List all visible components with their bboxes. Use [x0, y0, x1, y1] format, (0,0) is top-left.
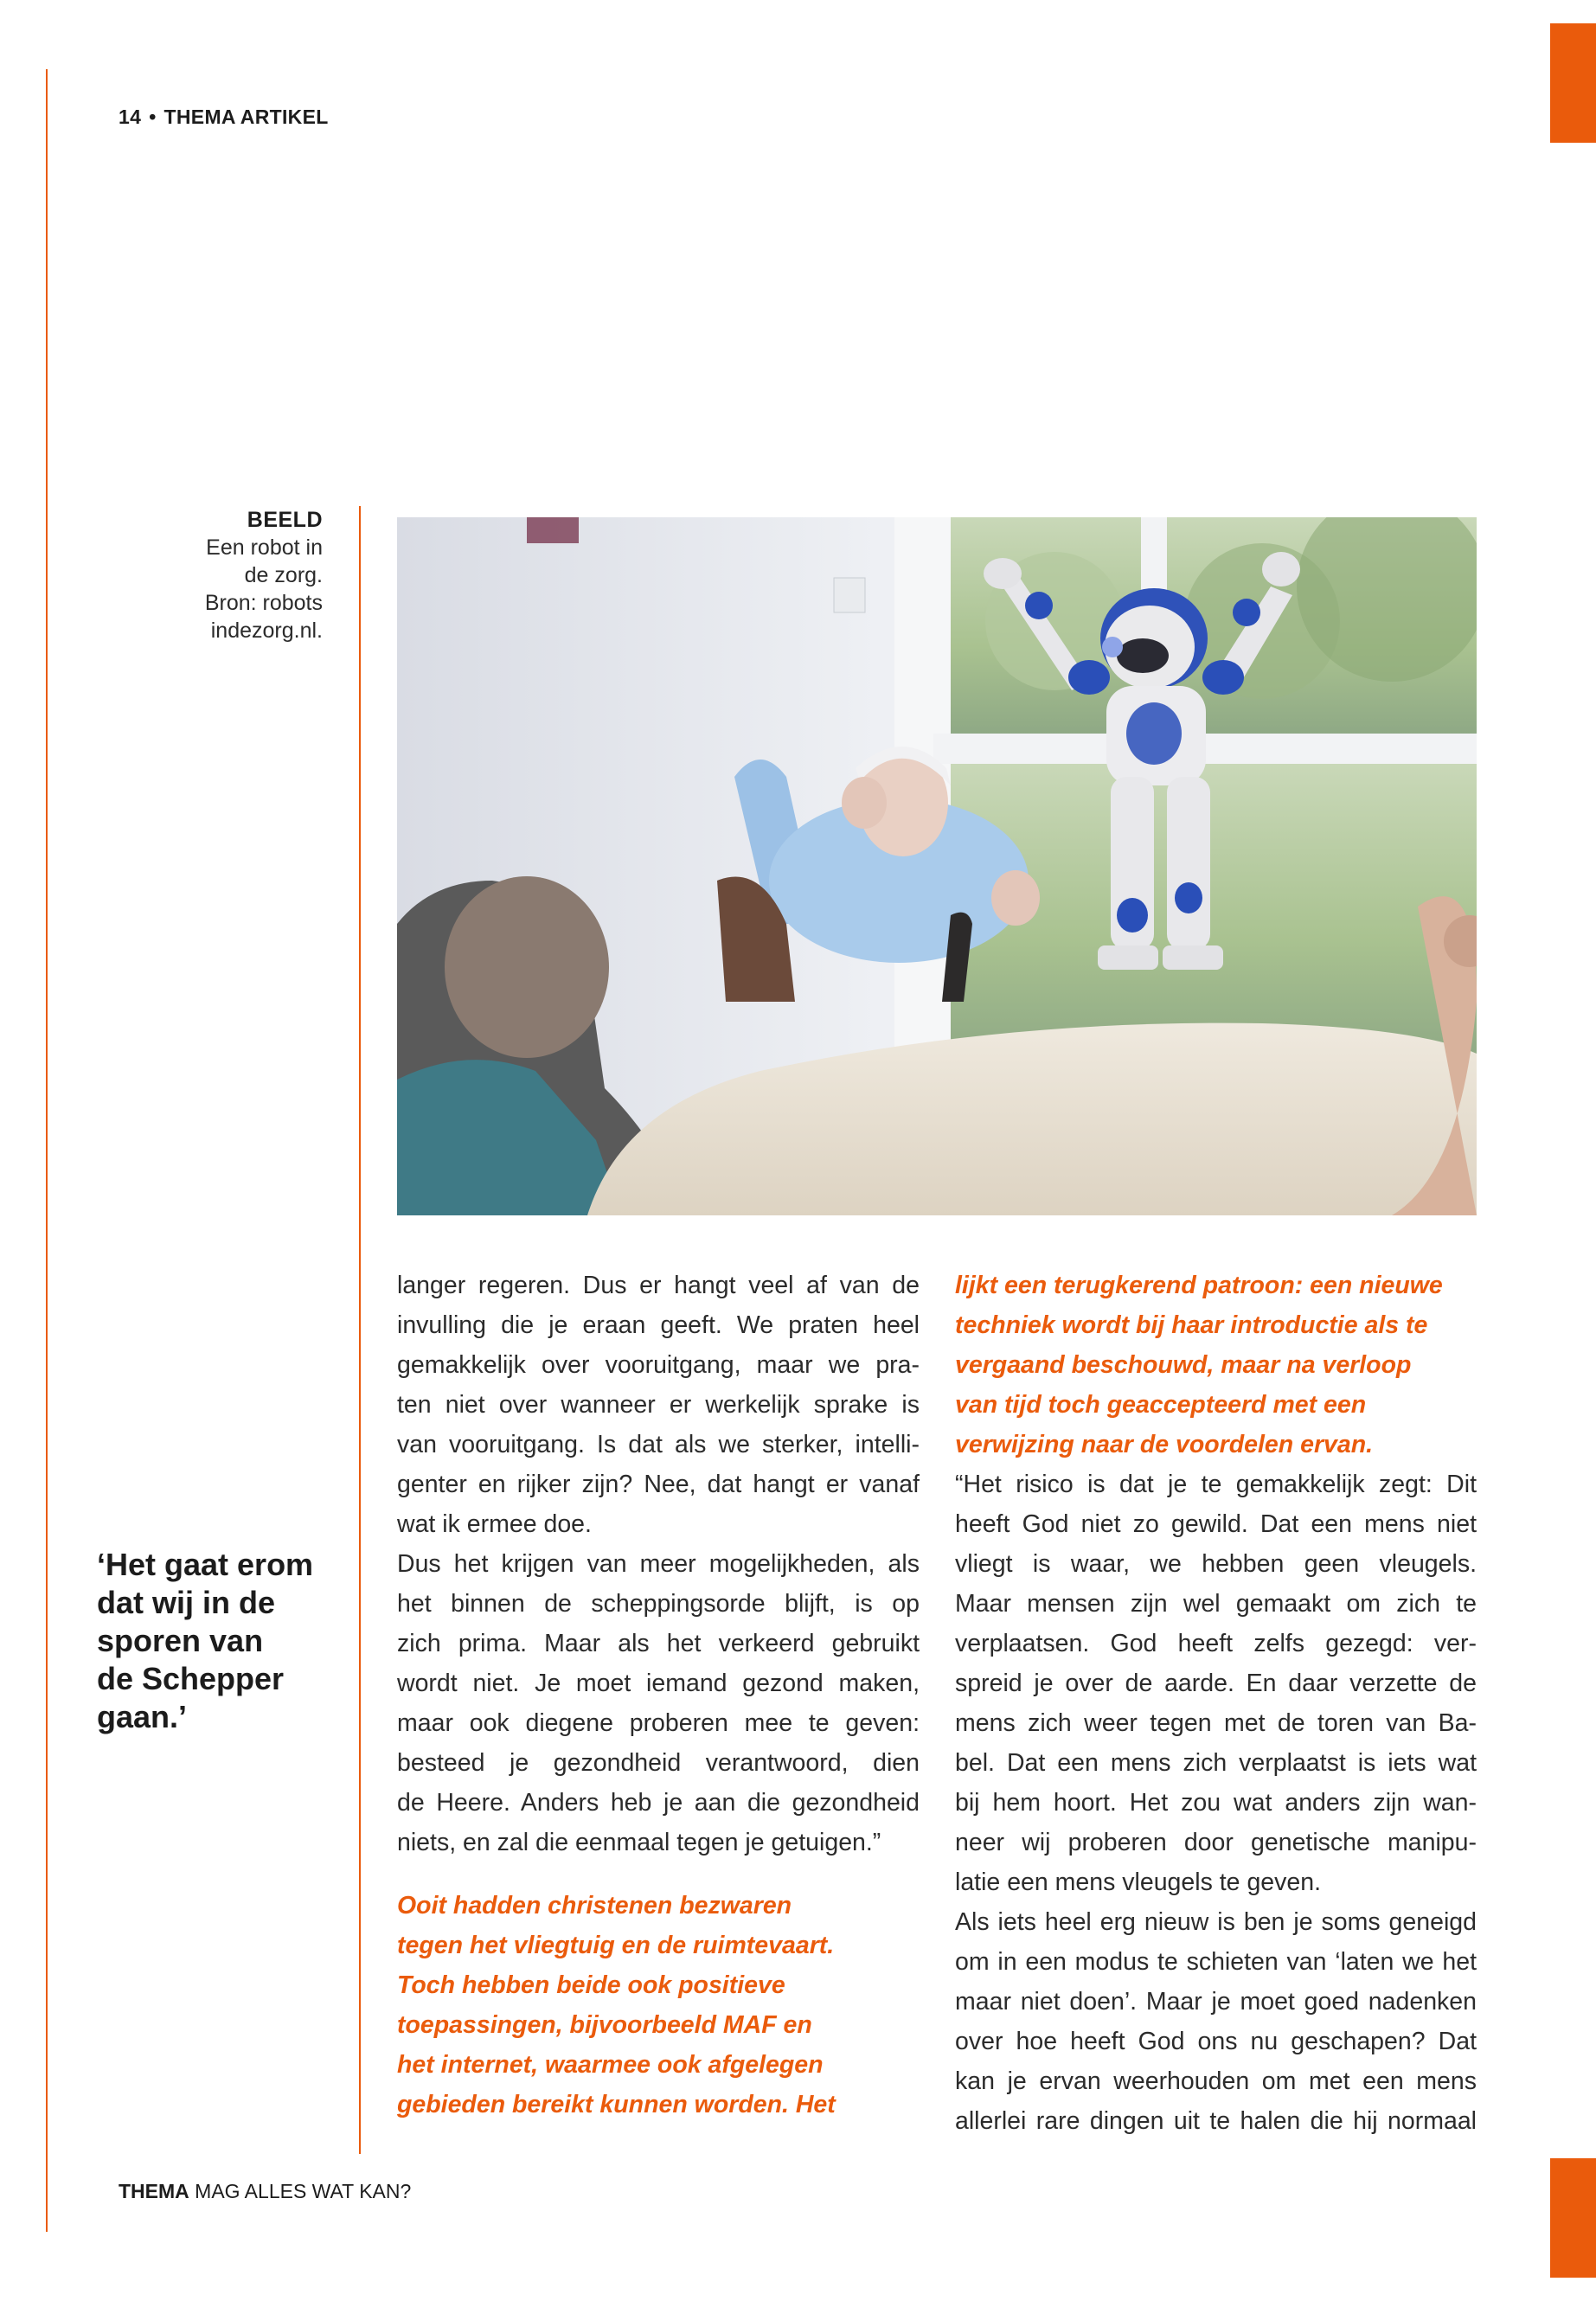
text-line: invulling die je eraan geeft. We praten heel — [397, 1311, 920, 1339]
pull-quote-line: ‘Het gaat erom — [97, 1547, 314, 1582]
text-line: spreid je over de aarde. En daar verzette de — [955, 1670, 1477, 1697]
page-number: 14 — [119, 106, 142, 128]
body-paragraph — [955, 1465, 1477, 1902]
text-line: genter en rijker zijn? Nee, dat hangt er vanaf — [397, 1471, 920, 1498]
question-line: lijkt een terugkerend patroon: een nieuwe — [955, 1272, 1443, 1299]
page-tab-top — [1550, 23, 1596, 143]
text-line: wordt niet. Je moet iemand gezond maken, — [397, 1670, 920, 1697]
robot-care-photo — [397, 517, 1477, 1215]
article-column-2 — [955, 1266, 1477, 2141]
question-line: van tijd toch geaccepteerd met een — [955, 1391, 1367, 1419]
text-line: van vooruitgang. Is dat als we sterker, intelli- — [397, 1431, 920, 1458]
article-column-1 — [397, 1266, 920, 2125]
text-line: maar ook diegene proberen mee te geven: — [397, 1709, 920, 1737]
header-separator: • — [149, 106, 157, 128]
text-line: Als iets heel erg nieuw is ben je soms geneigd — [955, 1908, 1477, 1936]
text-line: maar niet doen’. Maar je moet goed nadenken — [955, 1988, 1477, 2016]
caption-title: BEELD — [247, 508, 323, 532]
section-label: THEMA ARTIKEL — [163, 106, 329, 128]
footer-title: MAG ALLES WAT KAN? — [195, 2180, 412, 2202]
text-line: over hoe heeft God ons nu geschapen? Dat — [955, 2028, 1477, 2055]
caption-line: de zorg. — [244, 563, 323, 587]
question-line: vergaand beschouwd, maar na verloop — [955, 1351, 1412, 1379]
text-line: allerlei rare dingen uit te halen die hij normaal — [955, 2107, 1477, 2135]
text-line: de Heere. Anders heb je aan die gezondheid — [397, 1789, 920, 1817]
text-line: kan je ervan weerhouden om met een mens — [955, 2067, 1477, 2095]
footer-thema: THEMA — [119, 2180, 189, 2202]
text-line: ten niet over wanneer er werkelijk sprake is — [397, 1391, 920, 1419]
pull-quote-line: dat wij in de — [97, 1585, 276, 1620]
text-line: vliegt is waar, we hebben geen vleugels. — [955, 1550, 1477, 1578]
question-line: tegen het vliegtuig en de ruimtevaart. — [397, 1932, 835, 1959]
text-line: “Het risico is dat je te gemakkelijk zegt: Dit — [955, 1471, 1477, 1498]
text-line: verplaatsen. God heeft zelfs gezegd: ver- — [955, 1630, 1477, 1657]
question-line: toepassingen, bijvoorbeeld MAF en — [397, 2011, 812, 2039]
caption-line: Bron: robots — [204, 591, 323, 615]
text-line: om in een modus te schieten van ‘laten we het — [955, 1948, 1477, 1976]
question-line: verwijzing naar de voordelen ervan. — [955, 1431, 1374, 1458]
text-line: zich prima. Maar als het verkeerd gebruikt — [397, 1630, 920, 1657]
text-line: niets, en zal die eenmaal tegen je getuigen.” — [397, 1829, 881, 1856]
text-line: besteed je gezondheid verantwoord, dien — [397, 1749, 920, 1777]
text-line: het binnen de scheppingsorde blijft, is op — [397, 1590, 920, 1618]
pull-quote-line: de Schepper — [97, 1661, 285, 1696]
running-header — [119, 106, 329, 129]
running-footer — [119, 2180, 411, 2203]
pull-quote-line: sporen van — [97, 1623, 264, 1658]
text-line: bel. Dat een mens zich verplaatst is iets wat — [955, 1749, 1477, 1777]
caption-line: indezorg.nl. — [210, 619, 323, 643]
left-margin-rule — [46, 69, 48, 2232]
question-line: techniek wordt bij haar introductie als te — [955, 1311, 1428, 1339]
text-line: Dus het krijgen van meer mogelijkheden, als — [397, 1550, 920, 1578]
text-line: gemakkelijk over vooruitgang, maar we pra- — [397, 1351, 920, 1379]
question-line: het internet, waarmee ook afgelegen — [397, 2051, 824, 2079]
interview-question-continued — [955, 1266, 1477, 1465]
text-line: langer regeren. Dus er hangt veel af van de — [397, 1272, 920, 1299]
text-line: heeft God niet zo gewild. Dat een mens niet — [955, 1510, 1477, 1538]
body-paragraph — [397, 1266, 920, 1544]
text-line: Maar mensen zijn wel gemaakt om zich te — [955, 1590, 1477, 1618]
body-paragraph — [397, 1544, 920, 1862]
pull-quote-line: gaan.’ — [97, 1699, 188, 1734]
text-line: neer wij proberen door genetische manipu- — [955, 1829, 1477, 1856]
caption-line: Een robot in — [206, 535, 323, 560]
question-line: Ooit hadden christenen bezwaren — [397, 1892, 792, 1920]
text-line: wat ik ermee doe. — [397, 1510, 592, 1538]
question-line: gebieden bereikt kunnen worden. Het — [397, 2091, 836, 2118]
photo-caption — [130, 506, 323, 644]
body-paragraph — [955, 1902, 1477, 2141]
pull-quote — [97, 1546, 348, 1736]
text-line: latie een mens vleugels te geven. — [955, 1868, 1322, 1896]
page-tab-bottom — [1550, 2158, 1596, 2278]
text-line: mens zich weer tegen met de toren van Ba- — [955, 1709, 1477, 1737]
question-line: Toch hebben beide ook positieve — [397, 1971, 785, 1999]
text-line: bij hem hoort. Het zou wat anders zijn wan- — [955, 1789, 1477, 1817]
caption-divider-rule — [359, 506, 361, 2154]
interview-question — [397, 1886, 920, 2125]
